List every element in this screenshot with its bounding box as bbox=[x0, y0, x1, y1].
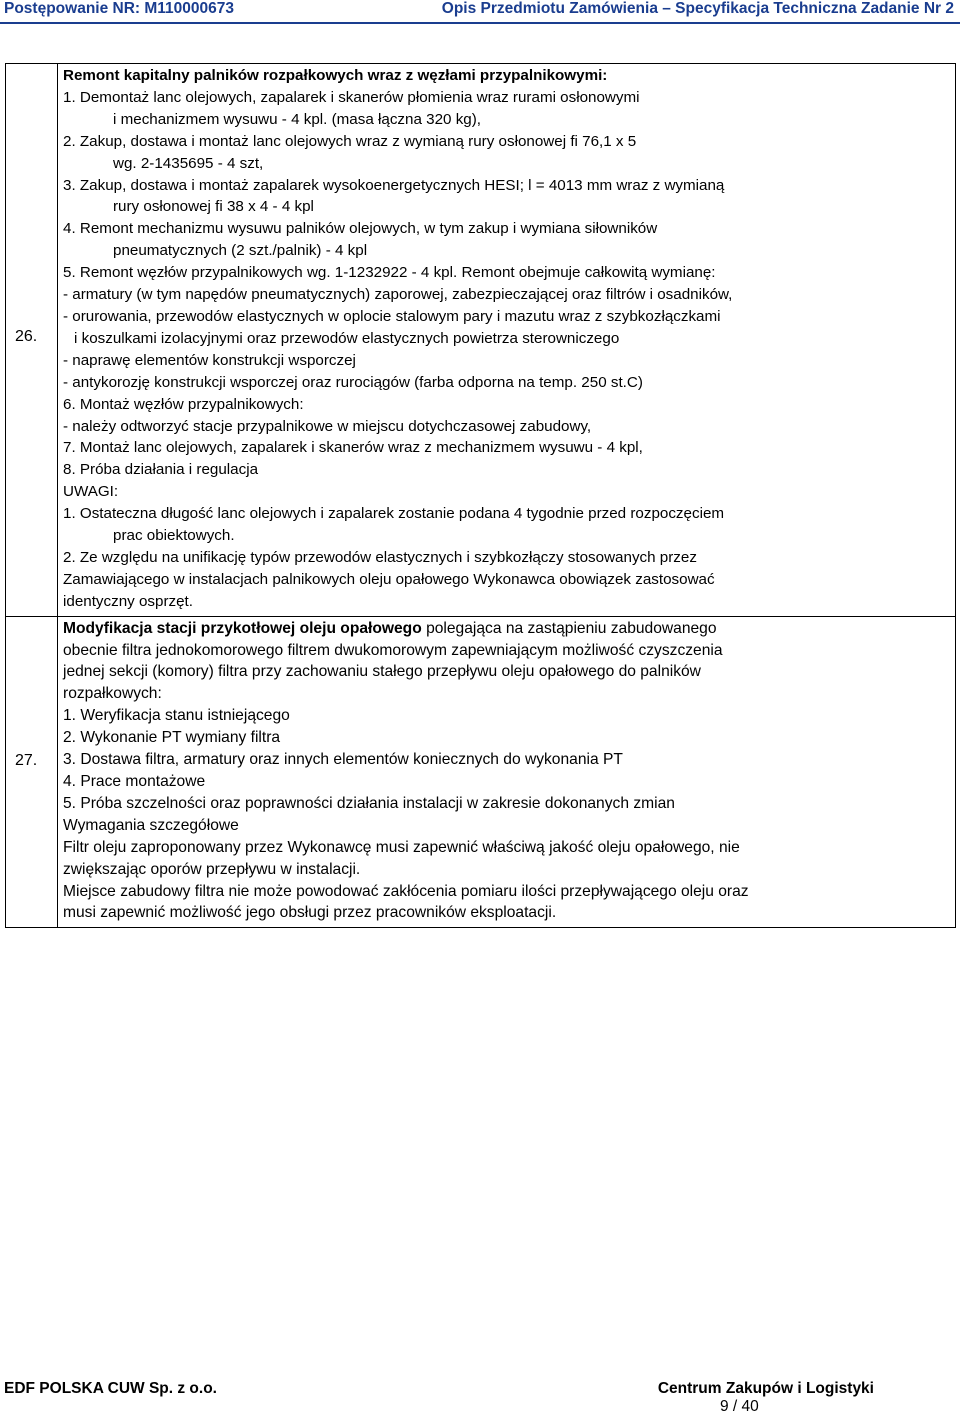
row-number: 27. bbox=[15, 751, 38, 769]
description-line: i mechanizmem wysuwu - 4 kpl. (masa łączna 320 kg), bbox=[113, 110, 482, 128]
description-line: 3. Zakup, dostawa i montaż zapalarek wysokoenergetycznych HESI; l = 4013 mm wraz z wymianą bbox=[63, 176, 725, 194]
description-line: UWAGI: bbox=[63, 483, 119, 501]
row-number-cell bbox=[6, 64, 58, 617]
description-line: 4. Remont mechanizmu wysuwu palników olejowych, w tym zakup i wymiana siłowników bbox=[63, 220, 658, 238]
header-procedure-number: Postępowanie NR: M110000673 bbox=[4, 0, 235, 17]
description-line: Zamawiającego w instalacjach palnikowych oleju opałowego Wykonawca obowiązek zastosować bbox=[63, 570, 715, 588]
description-line: 5. Remont węzłów przypalnikowych wg. 1-1232922 - 4 kpl. Remont obejmuje całkowitą wymianę: bbox=[63, 264, 716, 282]
row-description-cell bbox=[58, 616, 956, 928]
row-description-cell bbox=[58, 64, 956, 617]
page-header bbox=[0, 0, 960, 22]
description-line: - armatury (w tym napędów pneumatycznych) zaporowej, zabezpieczającej oraz filtrów i osadników, bbox=[63, 286, 733, 304]
description-line: - orurowania, przewodów elastycznych w oplocie stalowym pary i mazutu wraz z szybkozłączkami bbox=[63, 307, 721, 325]
description-line: 5. Próba szczelności oraz poprawności działania instalacji w zakresie dokonanych zmian bbox=[63, 794, 675, 812]
description-line: obecnie filtra jednokomorowego filtrem dwukomorowym zapewniającym możliwość czyszczenia bbox=[63, 641, 723, 659]
section-heading: Modyfikacja stacji przykotłowej oleju opałowego bbox=[63, 619, 422, 637]
description-line: Filtr oleju zaproponowany przez Wykonawcę musi zapewnić właściwą jakość oleju opałowego, nie bbox=[63, 838, 740, 856]
description-line: wg. 2-1435695 - 4 szt, bbox=[113, 154, 264, 172]
description-line: 6. Montaż węzłów przypalnikowych: bbox=[63, 395, 304, 413]
header-document-title: Opis Przedmiotu Zamówienia – Specyfikacja Techniczna Zadanie Nr 2 bbox=[441, 0, 954, 17]
description-line: jednej sekcji (komory) filtra przy zachowaniu stałego przepływu oleju opałowego do palników bbox=[63, 663, 701, 681]
specification-table bbox=[5, 63, 956, 928]
page-number: 9 / 40 bbox=[720, 1398, 759, 1415]
description-line: 7. Montaż lanc olejowych, zapalarek i skanerów wraz z mechanizmem wysuwu - 4 kpl, bbox=[63, 439, 643, 457]
description-line: 1. Ostateczna długość lanc olejowych i zapalarek zostanie podana 4 tygodnie przed rozpoczęciem bbox=[63, 505, 725, 523]
description-line bbox=[63, 618, 951, 640]
row-number-cell bbox=[6, 616, 58, 928]
description-line: musi zapewnić możliwość jego obsługi przez pracowników eksploatacji. bbox=[63, 904, 557, 922]
section-heading: Remont kapitalny palników rozpałkowych wraz z węzłami przypalnikowymi: bbox=[63, 67, 608, 84]
description-line: 1. Demontaż lanc olejowych, zapalarek i skanerów płomienia wraz rurami osłonowymi bbox=[63, 88, 640, 106]
description-line: 8. Próba działania i regulacja bbox=[63, 461, 259, 479]
description-line: - należy odtworzyć stacje przypalnikowe w miejscu dotychczasowej zabudowy, bbox=[63, 417, 592, 435]
description-line bbox=[63, 65, 951, 87]
description-line: Miejsce zabudowy filtra nie może powodować zakłócenia pomiaru ilości przepływającego oleju oraz bbox=[63, 882, 749, 900]
description-line: 4. Prace montażowe bbox=[63, 773, 206, 790]
footer-company: EDF POLSKA CUW Sp. z o.o. bbox=[4, 1380, 217, 1397]
row-number: 26. bbox=[15, 328, 38, 345]
description-line: 1. Weryfikacja stanu istniejącego bbox=[63, 707, 290, 725]
description-line: prac obiektowych. bbox=[113, 527, 235, 545]
description-line: - antykorozję konstrukcji wsporczej oraz rurociągów (farba odporna na temp. 250 st.C) bbox=[63, 373, 643, 391]
description-line: i koszulkami izolacyjnymi oraz przewodów elastycznych powietrza sterowniczego bbox=[74, 329, 620, 347]
footer-department: Centrum Zakupów i Logistyki bbox=[657, 1380, 874, 1397]
description-line: 2. Wykonanie PT wymiany filtra bbox=[63, 729, 281, 747]
description-line: 2. Ze względu na unifikację typów przewodów elastycznych i szybkozłączy stosowanych przez bbox=[63, 548, 697, 566]
description-line: 3. Dostawa filtra, armatury oraz innych elementów koniecznych do wykonania PT bbox=[63, 751, 623, 769]
description-line: rury osłonowej fi 38 x 4 - 4 kpl bbox=[113, 198, 314, 216]
table-row bbox=[6, 64, 956, 617]
description-line: 2. Zakup, dostawa i montaż lanc olejowych wraz z wymianą rury osłonowej fi 76,1 x 5 bbox=[63, 132, 637, 150]
description-line: zwiększając oporów przepływu w instalacji. bbox=[63, 860, 361, 878]
header-rule bbox=[0, 22, 960, 24]
description-line: rozpałkowych: bbox=[63, 685, 162, 703]
description-line: - naprawę elementów konstrukcji wsporczej bbox=[63, 351, 356, 369]
table-row bbox=[6, 616, 956, 928]
description-line: pneumatycznych (2 szt./palnik) - 4 kpl bbox=[113, 242, 368, 260]
description-line: Wymagania szczegółowe bbox=[63, 816, 239, 834]
section-heading-continuation: polegająca na zastąpieniu zabudowanego bbox=[421, 619, 717, 637]
description-line: identyczny osprzęt. bbox=[63, 592, 193, 610]
